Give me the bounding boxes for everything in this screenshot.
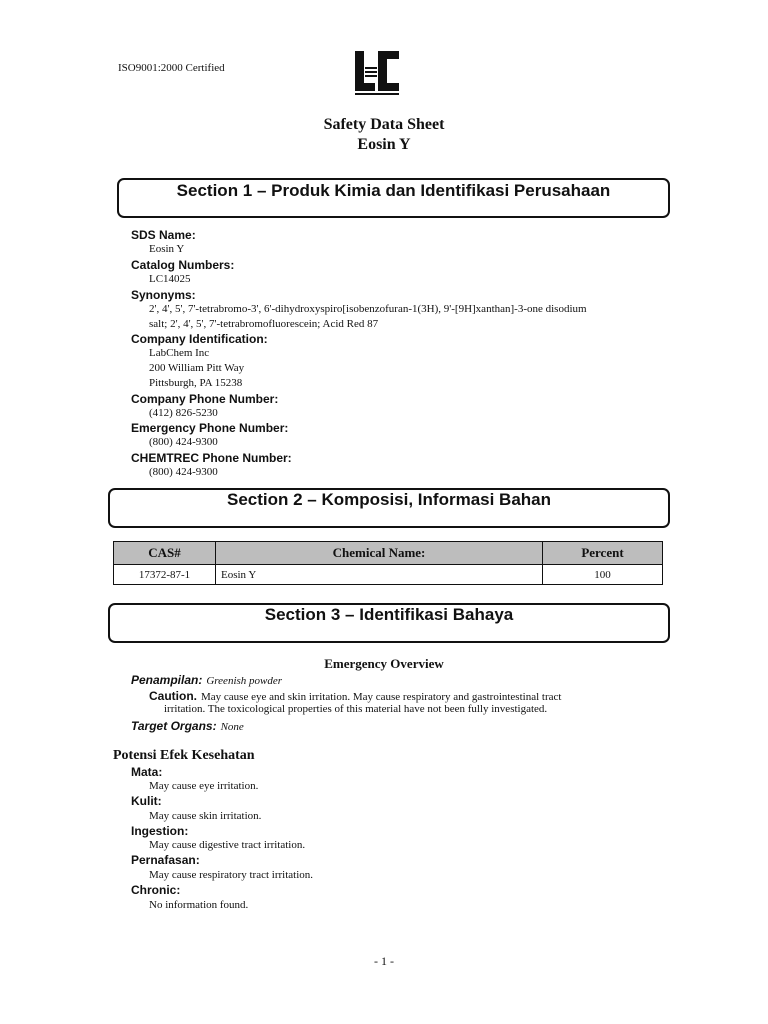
synonyms-value-line2: salt; 2', 4', 5', 7'-tetrabromofluorescein; Acid Red 87 [149,318,379,330]
document-title [0,115,768,155]
catalog-numbers-label: Catalog Numbers: [131,258,235,272]
chemical-name-header: Chemical Name: [216,542,543,565]
target-organs-line [131,717,244,735]
percent-cell: 100 [543,565,663,585]
document-title-line2: Eosin Y [357,136,411,153]
company-city: Pittsburgh, PA 15238 [149,377,243,389]
inhalation-label: Pernafasan: [131,853,200,867]
emergency-phone-value: (800) 424-9300 [149,436,218,448]
appearance-value: Greenish powder [206,675,283,687]
synonyms-label: Synonyms: [131,288,196,302]
sds-name-label: SDS Name: [131,228,196,242]
section1-title: Section 1 – Produk Kimia dan Identifikasi Perusahaan [176,181,611,200]
ingestion-label: Ingestion: [131,824,189,838]
section2-header-box [108,488,670,528]
section3-header-box [108,603,670,643]
eyes-label: Mata: [131,765,163,779]
target-organs-value: None [220,721,244,733]
page-number: - 1 - [374,954,394,968]
company-phone-value: (412) 826-5230 [149,407,218,419]
skin-value: May cause skin irritation. [149,810,262,822]
skin-label: Kulit: [131,794,162,808]
certification-text: ISO9001:2000 Certified [118,62,225,74]
emergency-phone-label: Emergency Phone Number: [131,421,289,435]
chemical-name-cell: Eosin Y [216,565,543,585]
company-name: LabChem Inc [149,347,210,359]
caution-text-line1: May cause eye and skin irritation. May cause respiratory and gastrointestinal tract [201,691,562,703]
cas-header: CAS# [114,542,216,565]
inhalation-value: May cause respiratory tract irritation. [149,869,314,881]
table-row [114,565,663,585]
section3-title: Section 3 – Identifikasi Bahaya [264,605,514,624]
chronic-label: Chronic: [131,883,181,897]
emergency-overview-heading: Emergency Overview [324,656,444,671]
table-header-row [114,542,663,565]
synonyms-value-line1: 2', 4', 5', 7'-tetrabromo-3', 6'-dihydroxyspiro[isobenzofuran-1(3H), 9'-[9H]xanthan]-3-one disodium [149,303,587,315]
target-organs-label: Target Organs: [131,719,217,733]
chemtrec-phone-label: CHEMTREC Phone Number: [131,451,292,465]
appearance-label: Penampilan: [131,673,203,687]
caution-label: Caution. [149,689,197,703]
company-identification-label: Company Identification: [131,332,268,346]
section2-title: Section 2 – Komposisi, Informasi Bahan [226,490,552,509]
document-title-line1: Safety Data Sheet [323,116,445,133]
composition-table [113,541,663,585]
ingestion-value: May cause digestive tract irritation. [149,839,306,851]
health-effects-heading: Potensi Efek Kesehatan [113,748,255,763]
section1-header-box [117,178,670,218]
labchem-lc-logo-icon [353,49,401,97]
company-street: 200 William Pitt Way [149,362,245,374]
caution-text-line2: irritation. The toxicological properties of this material have not been fully investigated. [164,703,548,715]
chemtrec-phone-value: (800) 424-9300 [149,466,218,478]
eyes-value: May cause eye irritation. [149,780,259,792]
chronic-value: No information found. [149,899,249,911]
sds-name-value: Eosin Y [149,243,185,255]
company-phone-label: Company Phone Number: [131,392,279,406]
catalog-numbers-value: LC14025 [149,273,191,285]
cas-cell: 17372-87-1 [114,565,216,585]
percent-header: Percent [543,542,663,565]
